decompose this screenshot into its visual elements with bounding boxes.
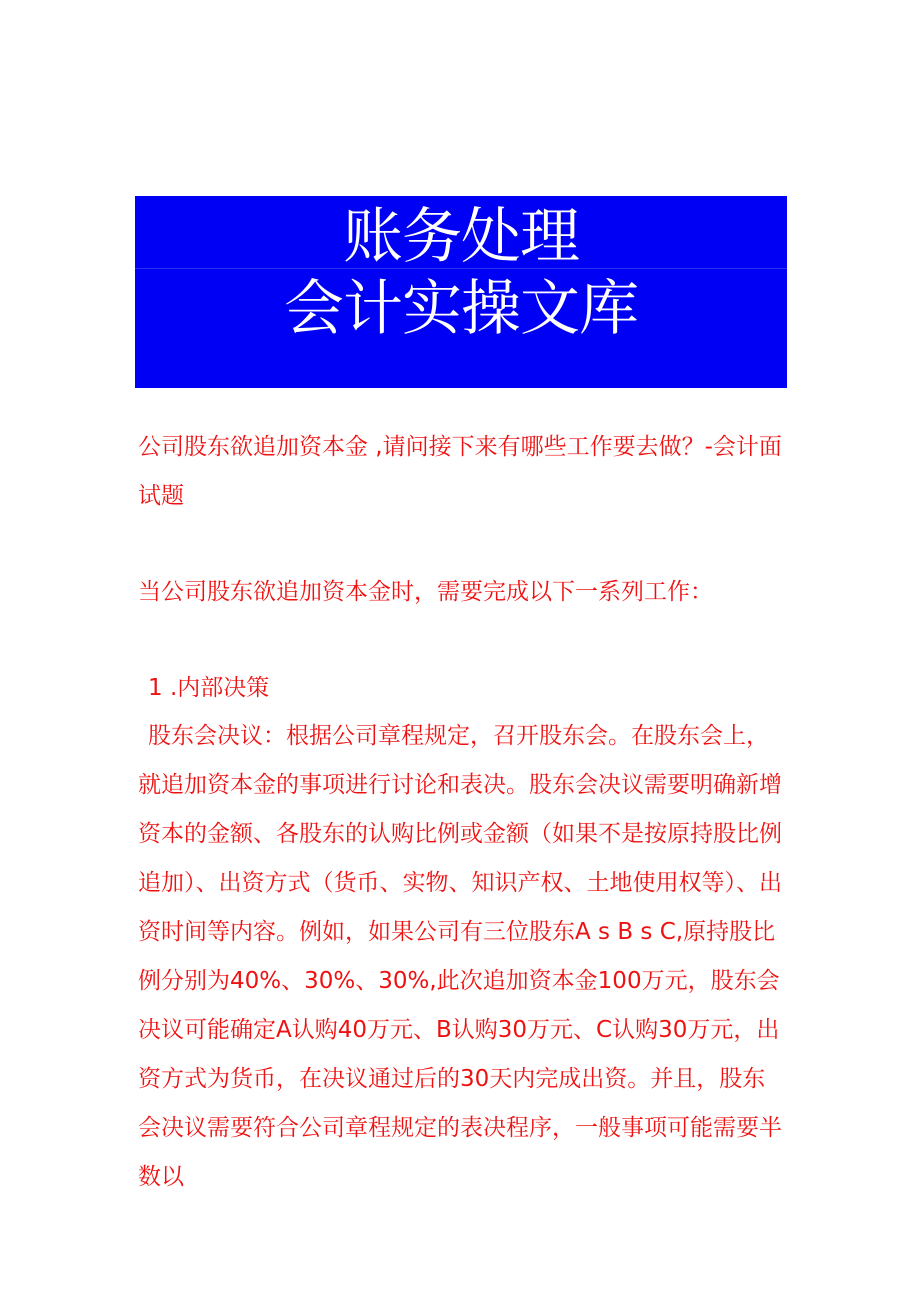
banner-title-line1: 账务处理 [343,202,579,272]
banner-title-line2: 会计实操文库 [284,274,638,344]
document-title: 公司股东欲追加资本金 ,请问接下来有哪些工作要去做？-会计面试题 [138,434,782,509]
intro-paragraph: 当公司股东欲追加资本金时，需要完成以下一系列工作： [138,579,713,605]
body-paragraph: 股东会决议：根据公司章程规定，召开股东会。在股东会上，就追加资本金的事项进行讨论和表决。股东会决议需要明确新增资本的金额、各股东的认购比例或金额（如果不是按原持股比例追加）、出资方式（货币、实物、知识产权、土地使用权等）、出资时间等内容。例如，如果公司有三位股东A s B s C,原持股比例分别为40%、30%、30%,此次追加资本金100万元，股东会决议可能确定A认购40万元、B认购30万元、C认购30万元，出资方式为货币，在决议通过后的30天内完成出资。并且，股东会决议需要符合公司章程规定的表决程序，一般事项可能需要半数以 [138,723,782,1190]
section-heading: 1 .内部决策 [148,675,270,701]
banner-divider [135,268,787,269]
header-banner [135,196,787,388]
